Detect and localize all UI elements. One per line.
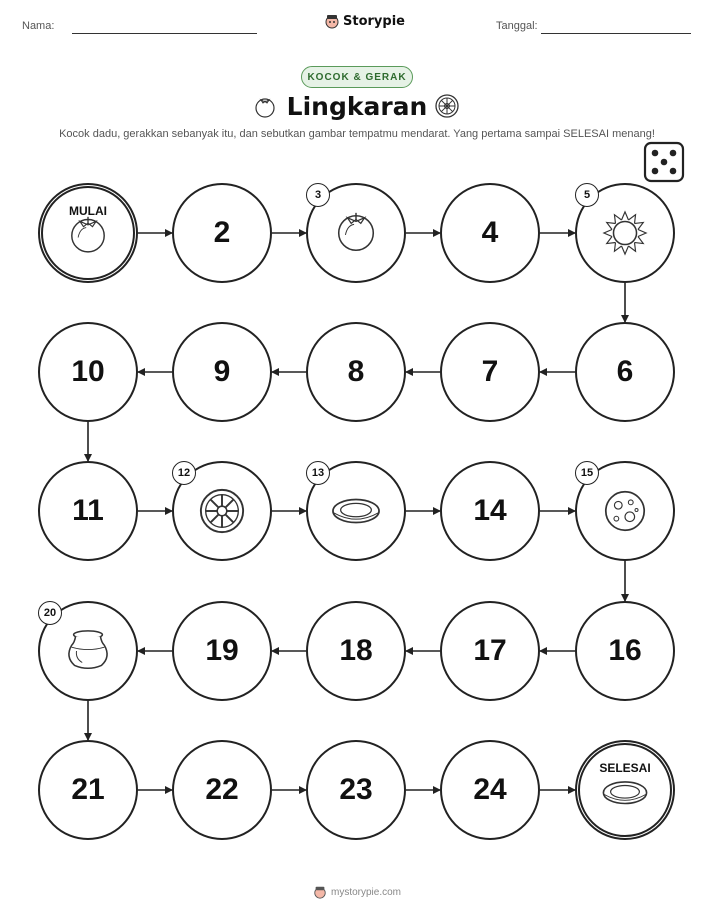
- board-space-6: [575, 322, 675, 422]
- plate-icon: [580, 745, 670, 835]
- space-number: 19: [205, 634, 239, 667]
- space-number-badge: 5: [575, 183, 599, 207]
- board-space-19: [172, 601, 272, 701]
- board-space-22: [172, 740, 272, 840]
- board-space-7: [440, 322, 540, 422]
- space-number: 7: [481, 355, 499, 388]
- board-space-18: [306, 601, 406, 701]
- board-space-3: [306, 183, 406, 283]
- space-number-badge: 15: [575, 461, 599, 485]
- start-label: MULAI: [69, 204, 107, 218]
- space-number-badge: 12: [172, 461, 196, 485]
- board-space-11: [38, 461, 138, 561]
- space-number: 4: [481, 216, 499, 249]
- board-space-2: [172, 183, 272, 283]
- space-number: 17: [473, 634, 507, 667]
- board-space-12: [172, 461, 272, 561]
- board-space-9: [172, 322, 272, 422]
- storypie-mascot-icon: [313, 885, 327, 899]
- space-number: 16: [608, 634, 642, 667]
- tomato-icon: [43, 188, 133, 278]
- finish-label: SELESAI: [599, 761, 651, 775]
- space-number-badge: 13: [306, 461, 330, 485]
- space-number-badge: 20: [38, 601, 62, 625]
- date-label: Tanggal:: [496, 20, 538, 32]
- space-number: 10: [71, 355, 105, 388]
- board-space-15: [575, 461, 675, 561]
- space-number: 18: [339, 634, 373, 667]
- activity-tag: KOCOK & GERAK: [301, 66, 413, 88]
- board-space-5: [575, 183, 675, 283]
- footer: [0, 885, 714, 899]
- space-number: 2: [213, 216, 231, 249]
- board-space-24: [440, 740, 540, 840]
- board-space-16: [575, 601, 675, 701]
- space-number: 6: [616, 355, 634, 388]
- board-space-20: [38, 601, 138, 701]
- space-number: 14: [473, 494, 507, 527]
- space-number: 24: [473, 773, 507, 806]
- board-space-4: [440, 183, 540, 283]
- space-number: 11: [72, 494, 104, 527]
- board-space-8: [306, 322, 406, 422]
- start-space: [38, 183, 138, 283]
- instructions: Kocok dadu, gerakkan sebanyak itu, dan sebutkan gambar tempatmu mendarat. Yang pertama sampai SELESAI menang!: [59, 128, 655, 140]
- space-number-badge: 3: [306, 183, 330, 207]
- board-space-21: [38, 740, 138, 840]
- name-label: Nama:: [22, 20, 55, 32]
- space-number: 22: [205, 773, 239, 806]
- space-number: 21: [71, 773, 105, 806]
- board-space-13: [306, 461, 406, 561]
- finish-space: [575, 740, 675, 840]
- page-title: Lingkaran: [286, 92, 428, 121]
- board-space-17: [440, 601, 540, 701]
- board-space-14: [440, 461, 540, 561]
- space-number: 9: [213, 355, 231, 388]
- brand-name: Storypie: [343, 13, 405, 29]
- board-space-10: [38, 322, 138, 422]
- space-number: 8: [347, 355, 365, 388]
- footer-url[interactable]: mystorypie.com: [330, 886, 401, 898]
- board-space-23: [306, 740, 406, 840]
- space-number: 23: [339, 773, 373, 806]
